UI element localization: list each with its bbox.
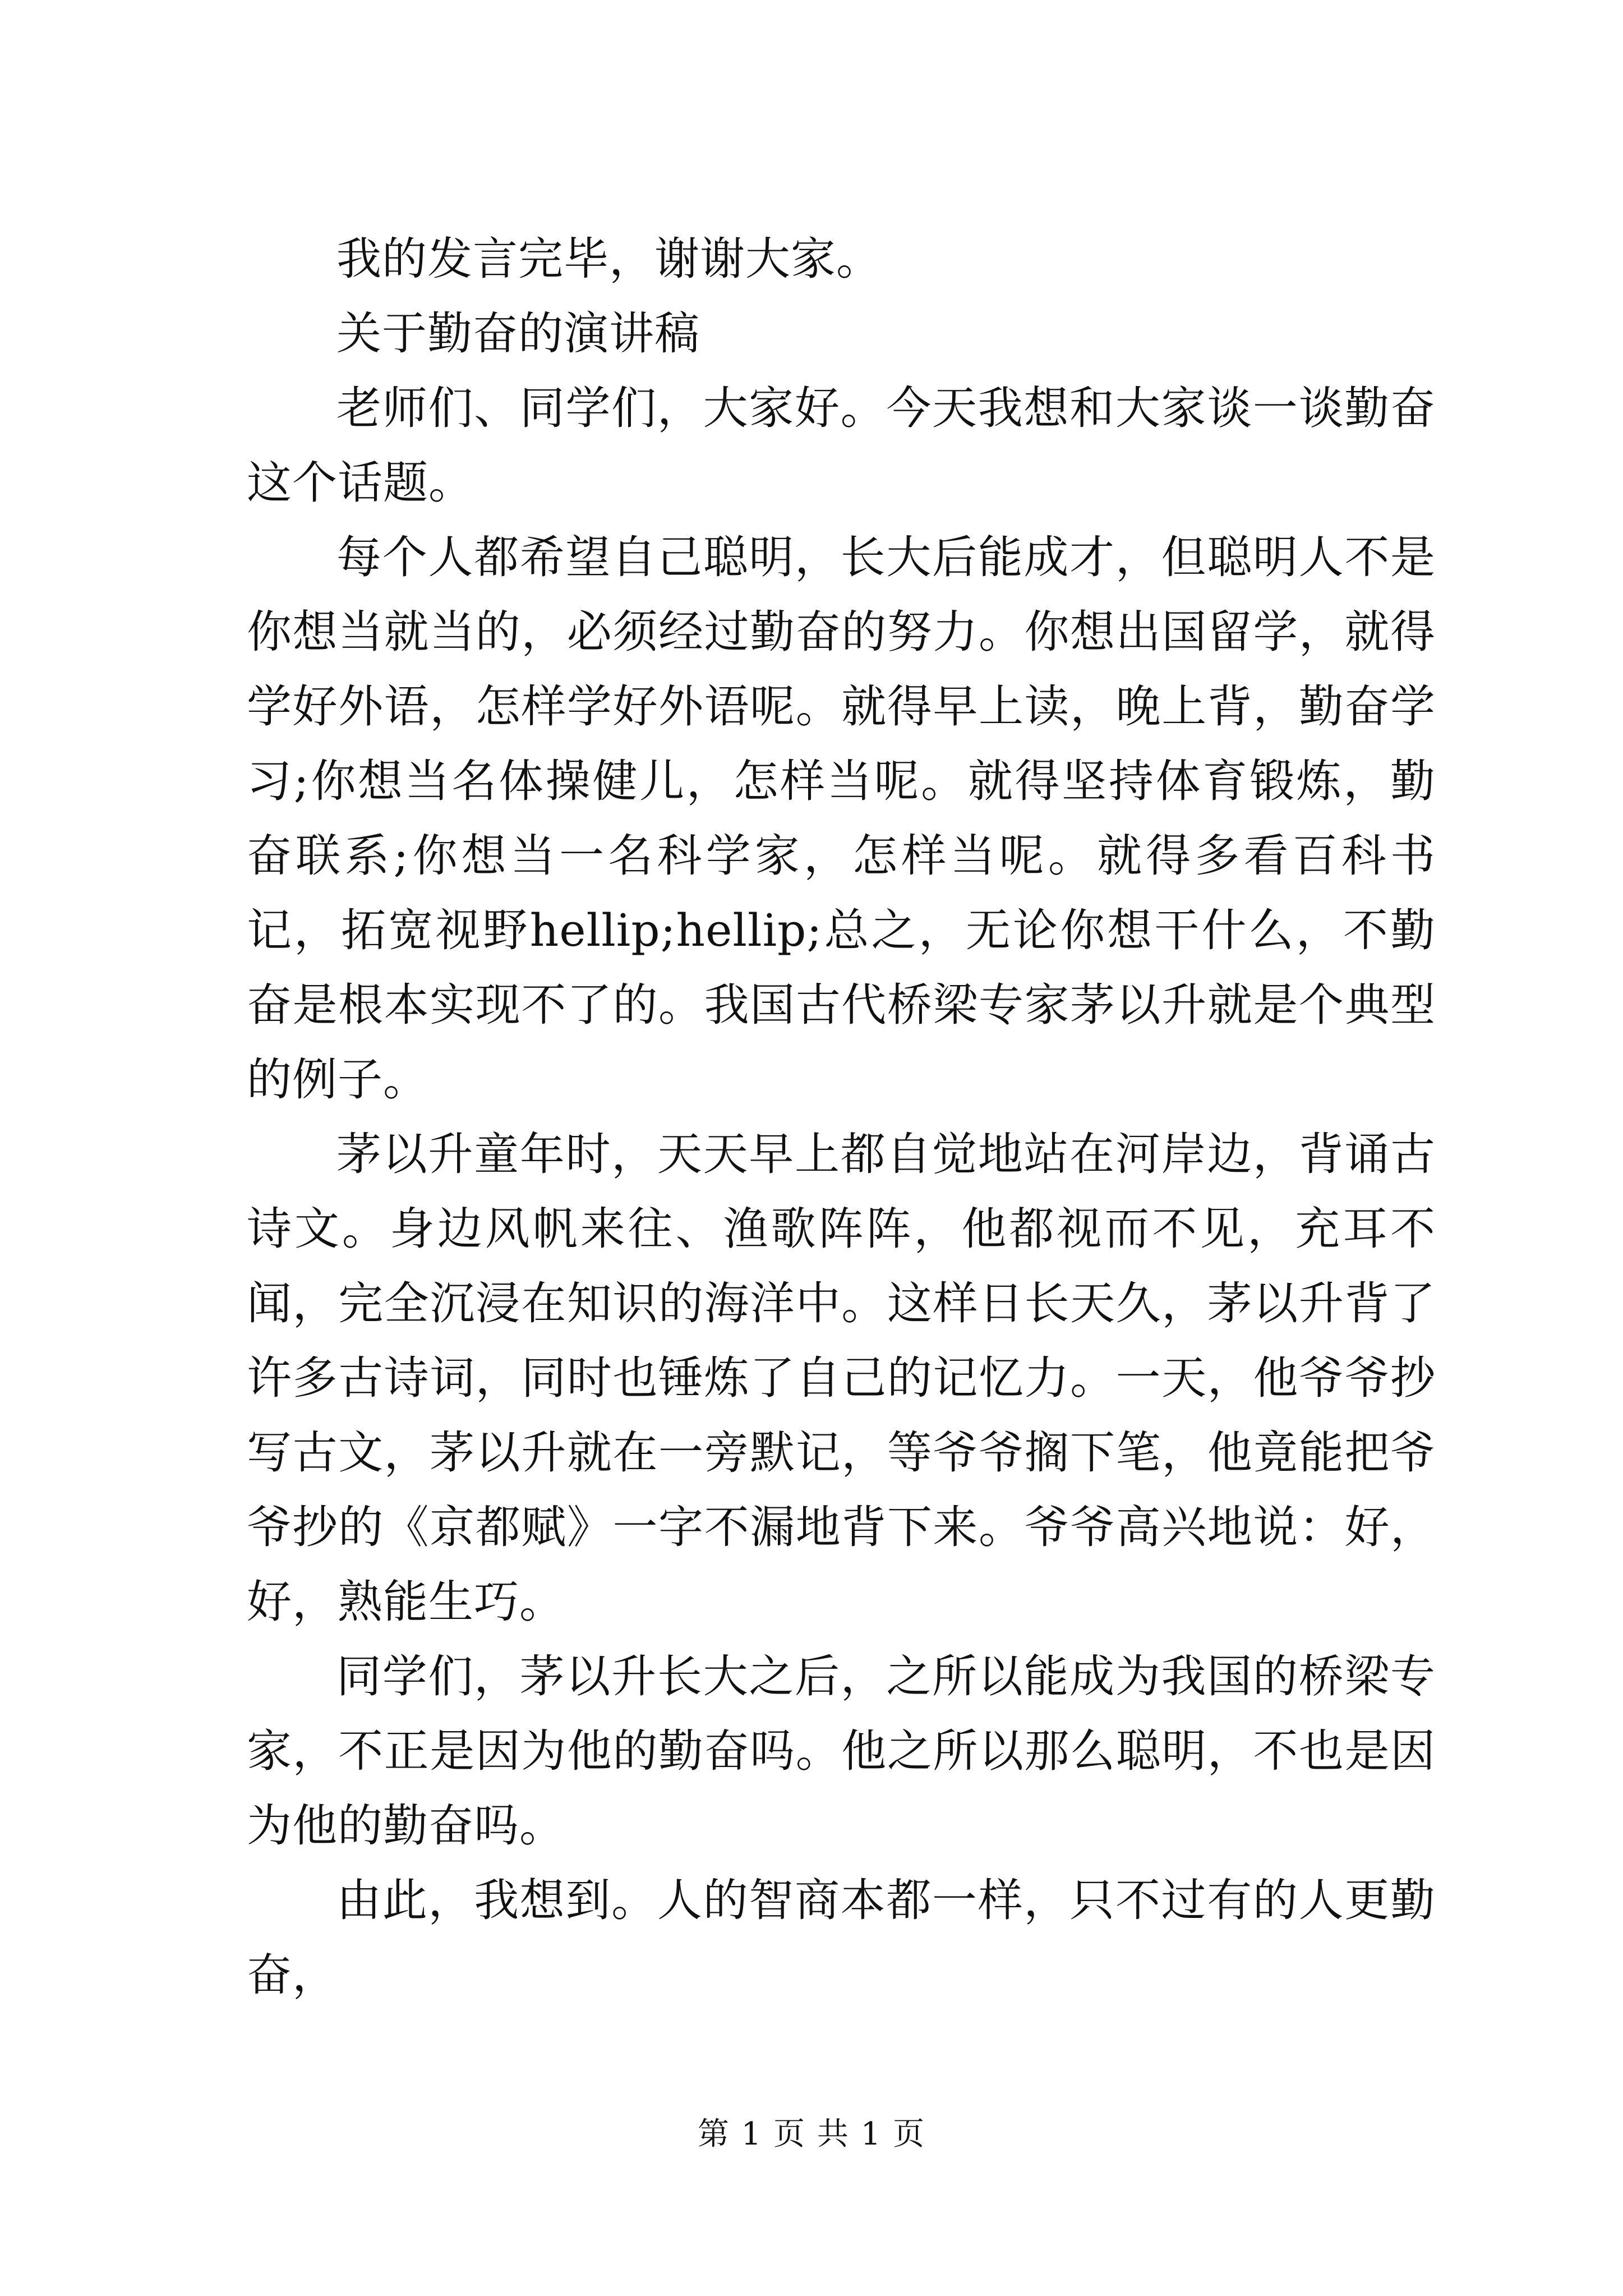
page-footer: 第 1 页 共 1 页 [697, 2116, 926, 2152]
paragraph-mao-yisheng-childhood: 茅以升童年时，天天早上都自觉地站在河岸边，背诵古诗文。身边风帆来往、渔歌阵阵，他都视而不见，充耳不闻，完全沉浸在知识的海洋中。这样日长天久，茅以升背了许多古诗词，同时也锤炼了自己的记忆力。一天，他爷爷抄写古文，茅以升就在一旁默记，等爷爷搁下笔，他竟能把爷爷抄的《京都赋》一字不漏地背下来。爷爷高兴地说：好，好，熟能生巧。 [247, 1128, 1436, 1628]
paragraph-speech-title: 关于勤奋的演讲稿 [336, 307, 700, 360]
paragraph-greeting: 老师们、同学们，大家好。今天我想和大家谈一谈勤奋这个话题。 [247, 382, 1436, 509]
document-body [247, 222, 1436, 2012]
paragraph-reflection: 由此，我想到。人的智商本都一样，只不过有的人更勤奋， [247, 1874, 1436, 2001]
paragraph-closing-remark: 我的发言完毕，谢谢大家。 [336, 233, 882, 285]
paragraph-diligence-examples: 每个人都希望自己聪明，长大后能成才，但聪明人不是你想当就当的，必须经过勤奋的努力。你想出国留学，就得学好外语，怎样学好外语呢。就得早上读，晚上背，勤奋学习;你想当名体操健儿，怎样当呢。就得坚持体育锻炼，勤奋联系;你想当一名科学家，怎样当呢。就得多看百科书记，拓宽视野hellip;hellip;总之，无论你想干什么，不勤奋是根本实现不了的。我国古代桥梁专家茅以升就是个典型的例子。 [247, 531, 1436, 1106]
paragraph-mao-yisheng-conclusion: 同学们，茅以升长大之后，之所以能成为我国的桥梁专家，不正是因为他的勤奋吗。他之所以那么聪明，不也是因为他的勤奋吗。 [247, 1650, 1436, 1852]
